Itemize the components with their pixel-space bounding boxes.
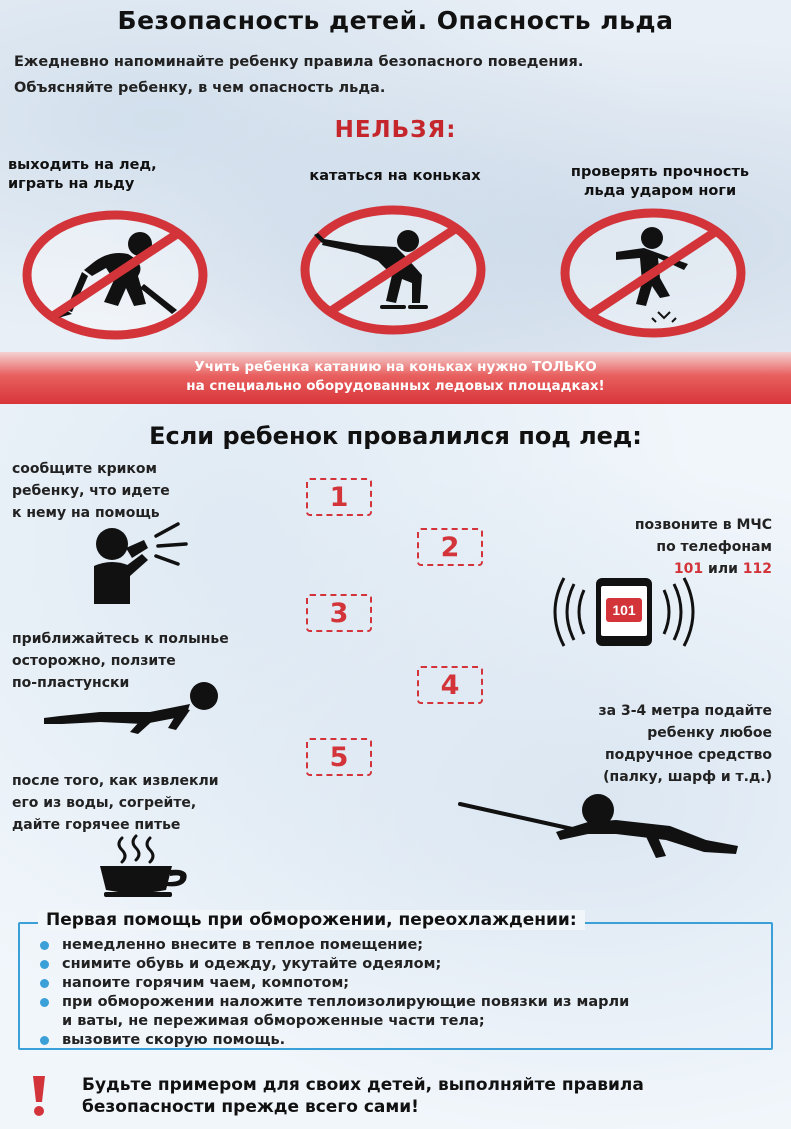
rule-2-text: кататься на коньках — [309, 168, 481, 184]
rule-3-text: проверять прочность льда ударом ноги — [570, 164, 750, 199]
forbidden-heading: НЕЛЬЗЯ: — [334, 117, 457, 143]
rescue-heading: Если ребенок провалился под лед: — [149, 422, 642, 450]
step-1-text: сообщите криком ребенку, что идете к нему на помощь — [12, 461, 170, 521]
warning-banner-text: Учить ребенка катанию на коньках нужно ТОЛЬКО на специально оборудованных ледовых площадках! — [186, 359, 605, 394]
list-item: немедленно внесите в теплое помещение; — [40, 936, 770, 955]
person-with-stick-icon — [456, 782, 756, 862]
step-2-text: позвоните в МЧС по телефонам 101 или 112 — [634, 517, 772, 577]
phone-number-101: 101 — [673, 561, 704, 577]
step-3-number: 3 — [306, 594, 372, 632]
list-item: при обморожении наложите теплоизолирующие повязки из марли — [40, 993, 770, 1012]
step-5-text: после того, как извлекли его из воды, согрейте, дайте горячее питье — [12, 773, 219, 833]
intro-line-1: Ежедневно напоминайте ребенку правила безопасного поведения. — [14, 54, 584, 70]
step-4-text: за 3-4 метра подайте ребенку любое подручное средство (палку, шарф и т.д.) — [598, 703, 772, 785]
phone-screen-text: 101 — [612, 602, 636, 618]
phone-number-112: 112 — [742, 561, 772, 577]
step-2-number: 2 — [417, 528, 483, 566]
rule-1-text: выходить на лед, играть на льду — [8, 157, 157, 192]
shouting-person-icon — [86, 514, 196, 604]
list-item: вызовите скорую помощь. — [40, 1031, 770, 1050]
crawling-person-icon — [40, 676, 230, 736]
step-4-number: 4 — [417, 666, 483, 704]
step-5-number: 5 — [306, 738, 372, 776]
hockey-player-icon — [22, 210, 208, 340]
list-item: напоите горячим чаем, компотом; — [40, 974, 770, 993]
page-title: Безопасность детей. Опасность льда — [117, 6, 674, 35]
exclamation-icon — [30, 1074, 48, 1118]
footer-note: Будьте примером для своих детей, выполняйте правила безопасности прежде всего сами! — [82, 1075, 644, 1117]
phone-icon — [548, 576, 700, 648]
intro-line-2: Объясняйте ребенку, в чем опасность льда. — [14, 80, 386, 96]
skater-icon — [300, 205, 486, 335]
step-3-text: приближайтесь к полынье осторожно, ползите по-пластунски — [12, 631, 229, 691]
ice-stomp-icon — [560, 208, 746, 338]
step-1-number: 1 — [306, 478, 372, 516]
first-aid-list — [40, 936, 770, 1050]
list-item: снимите обувь и одежду, укутайте одеялом; — [40, 955, 770, 974]
list-item-continued: и ваты, не пережимая обмороженные части тела; — [62, 1013, 485, 1029]
first-aid-heading: Первая помощь при обморожении, переохлаждении: — [38, 910, 585, 930]
hot-cup-icon — [96, 834, 196, 898]
